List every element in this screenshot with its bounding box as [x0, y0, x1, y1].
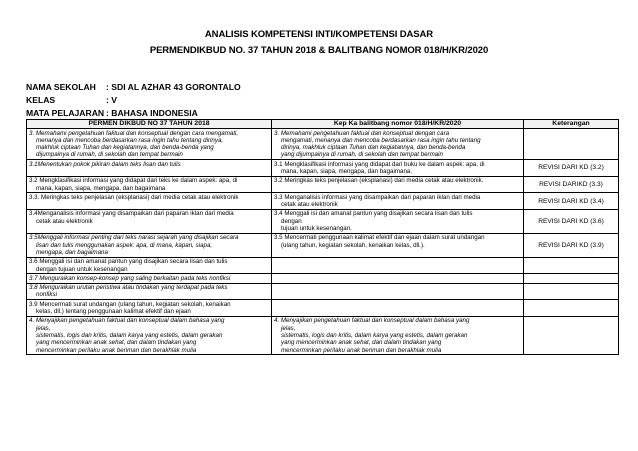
right-cell-line: (ulang tahun, kegiatan sekolah, kenaikan kelas, dll.). — [281, 241, 425, 249]
left-cell-line: sistematis, logis dan kritis, dalam karya yang estetis, dalam gerakan — [36, 331, 223, 339]
left-cell — [27, 283, 272, 300]
left-cell — [27, 316, 272, 354]
keterangan-cell — [524, 283, 619, 300]
keterangan-cell — [524, 300, 619, 317]
right-cell-line: 3.1 Mengklasifikasi informasi yang didapat dari buku ke dalam aspek: apa, di — [274, 160, 485, 168]
left-cell — [27, 300, 272, 317]
keterangan-cell — [524, 129, 619, 160]
table-row — [27, 257, 619, 274]
right-cell-line: 3.2 Meringkas teks penjelasan (eksplanasi) dari media cetak atau elektronik. — [274, 177, 484, 185]
left-cell-line: yang mencerminkan anak sehat, dan dalam tindakan yang — [36, 339, 197, 347]
right-cell — [272, 274, 524, 283]
left-cell-line: 3.6 Menggali isi dan amanat pantun yang disajikan secara lisan dan tulis — [29, 258, 228, 266]
table-row — [27, 193, 619, 210]
info-class-label: KELAS — [26, 95, 56, 105]
right-cell-line: mana, kapan, siapa, mengapa, dan bagaimana. — [281, 167, 413, 175]
left-cell-line: 3.7 Menguraikan konsep-konsep yang saling berkaitan pada teks nonfiksi — [29, 274, 231, 282]
info-school-label: NAMA SEKOLAH — [26, 82, 96, 92]
left-cell-line: 3.8 Menguraikan urutan peristiwa atau tindakan yang terdapat pada teks — [29, 284, 228, 292]
keterangan-cell: REVISI DARI KD (3.9) — [524, 233, 619, 257]
left-cell-line: lisan dan tulis menggunakan aspek: apa, di mana, kapan, siapa, — [36, 241, 213, 249]
right-cell-line: mencerminkan perilaku anak beriman dan berakhlak mulia — [281, 346, 442, 354]
right-cell-line: dirinya, makhluk ciptaan Tuhan dan kegiatannya, dan benda-benda — [281, 144, 466, 152]
left-cell-line: 4. Menyajikan pengetahuan faktual dan konseptual dalam bahasa yang — [29, 317, 225, 325]
table-row — [27, 160, 619, 177]
table-row — [27, 176, 619, 193]
left-cell-line: 3.3. Meringkas teks penjelasan (eksplanasi) dari media cetak atau elektronik — [29, 193, 239, 201]
left-cell-line: 3.5Menggali informasi penting dari teks narasi sejarah yang disajikan secara — [29, 234, 239, 242]
left-cell-line: 3.1Menentukan pokok pikiran dalam teks lisan dan tulis — [29, 160, 181, 168]
left-cell — [27, 209, 272, 233]
right-cell — [272, 257, 524, 274]
keterangan-cell — [524, 274, 619, 283]
left-cell — [27, 233, 272, 257]
right-cell-line: jelas, — [281, 324, 296, 332]
right-cell-line: 3.3 Menganalisis informasi yang disampaikan dari paparan iklan dari media — [274, 193, 481, 201]
table-header-row — [27, 120, 619, 129]
left-cell — [27, 257, 272, 274]
kd-analysis-table — [26, 119, 619, 355]
right-cell — [272, 176, 524, 193]
left-cell — [27, 129, 272, 160]
left-cell-line: 3.2 Mengklasifikasi informasi yang didapat dari teks ke dalam aspek: apa, di — [29, 177, 238, 185]
left-cell-line: mencerminkan perilaku anak beriman dan berakhlak mulia — [36, 346, 197, 354]
left-cell-line: 3.9 Mencermati surat undangan (ulang tahun, kegiatan sekolah, kenaikan — [29, 300, 231, 308]
left-cell-line: nonfiksi — [36, 291, 57, 299]
keterangan-cell: REVISI DARI KD (3.2) — [524, 160, 619, 177]
right-cell — [272, 283, 524, 300]
table-row — [27, 129, 619, 160]
header-keterangan: Keterangan — [524, 120, 619, 129]
table-body — [27, 129, 619, 355]
right-cell-line: 4. Menyajikan pengetahuan faktual dan konseptual dalam bahasa yang — [274, 317, 470, 325]
table-row — [27, 209, 619, 233]
right-cell — [272, 193, 524, 210]
keterangan-cell — [524, 316, 619, 354]
keterangan-cell: REVISI DARI KD (3.6) — [524, 209, 619, 233]
right-cell — [272, 129, 524, 160]
right-cell — [272, 300, 524, 317]
info-subject-value: : BAHASA INDONESIA — [106, 108, 198, 118]
table-row — [27, 300, 619, 317]
right-cell-line: 3.5 Mencermati penggunaan kalimat efektif dan ejaan dalam surat undangan — [274, 234, 485, 242]
right-cell-line: dengan — [281, 217, 302, 225]
header-kepka-balitbang: Kep Ka balitbang nomor 018/H/KR/2020 — [272, 120, 524, 129]
left-cell — [27, 193, 272, 210]
info-subject-label: MATA PELAJARAN — [26, 108, 105, 118]
table-row — [27, 233, 619, 257]
info-school-value: : SDI AL AZHAR 43 GORONTALO — [106, 82, 241, 92]
right-cell — [272, 316, 524, 354]
header-permendikbud: PERMEN DIKBUD NO 37 TAHUN 2018 — [27, 120, 272, 129]
right-cell — [272, 233, 524, 257]
left-cell-line: dijumpainya di rumah, di sekolah dan tempat bermain — [36, 151, 183, 159]
right-cell — [272, 209, 524, 233]
table-row — [27, 316, 619, 354]
left-cell — [27, 176, 272, 193]
keterangan-cell: REVISI DARI KD (3.4) — [524, 193, 619, 210]
right-cell-line: mengamati, menanya dan mencoba berdasarkan rasa ingin tahu tentang — [281, 136, 481, 144]
left-cell-line: mana, kapan, siapa, mengapa, dan bagaimana — [36, 184, 166, 192]
left-cell — [27, 274, 272, 283]
left-cell-line: menanya dan mencoba berdasarkan rasa ingin tahu tentang dirinya, — [36, 136, 224, 144]
right-cell-line: tujuan untuk kesenangan. — [281, 225, 352, 233]
document-title: ANALISIS KOMPETENSI INTI/KOMPETENSI DASAR — [204, 29, 434, 40]
left-cell-line: mengapa, dan bagaimana — [36, 248, 108, 256]
document-subtitle: PERMENDIKBUD NO. 37 TAHUN 2018 & BALITBANG NOMOR 018/H/KR/2020 — [149, 45, 489, 56]
right-cell — [272, 160, 524, 177]
right-cell-line: 3. Memahami pengetahuan faktual dan konseptual dengan cara — [274, 129, 450, 137]
info-class — [26, 95, 117, 105]
left-cell-line: kelas, dll.) tentang penggunaan kalimat efektif dan ejaan — [36, 308, 191, 316]
info-class-value: : V — [106, 95, 117, 105]
keterangan-cell — [524, 257, 619, 274]
left-cell-line: dengan tujuan untuk kesenangan — [36, 265, 128, 273]
info-school — [26, 82, 241, 92]
table-row — [27, 274, 619, 283]
left-cell-line: 3.4Menganalisis informasi yang disampaikan dari paparan iklan dari media — [29, 210, 234, 218]
left-cell-line: makhluk ciptaan Tuhan dan kegiatannya, dan benda-benda yang — [36, 144, 214, 152]
left-cell-line: cetak atau elektronik — [36, 217, 93, 225]
right-cell-line: yang mencerminkan anak sehat, dan dalam tindakan yang — [281, 339, 442, 347]
right-cell-line: cetak atau elektronik — [281, 201, 338, 209]
right-cell-line: sistematis, logis dan kritis, dalam karya yang estetis, dalam gerakan — [281, 331, 468, 339]
info-subject — [26, 108, 198, 118]
left-cell-line: jelas, — [36, 324, 51, 332]
left-cell — [27, 160, 272, 177]
keterangan-cell: REVISI DARIKD (3.3) — [524, 176, 619, 193]
right-cell-line: yang dijumpainya di rumah, di sekolah dan tempat bermain — [281, 151, 443, 159]
right-cell-line: 3.4 Menggali isi dan amanat pantun yang disajikan secara lisan dan tulis — [274, 210, 473, 218]
table-row — [27, 283, 619, 300]
left-cell-line: 3. Memahami pengetahuan faktual dan konseptual dengan cara mengamati, — [29, 129, 239, 137]
